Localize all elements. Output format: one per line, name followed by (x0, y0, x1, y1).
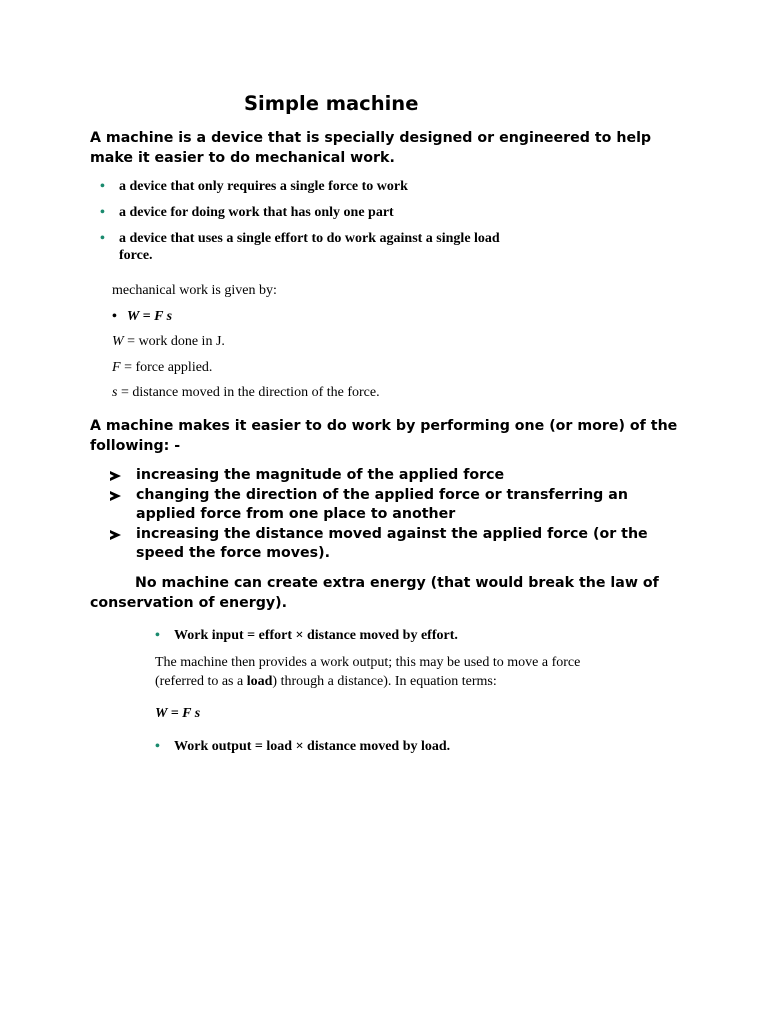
formula: W = F s (126, 308, 173, 324)
list-item: • a device for doing work that has only one part (100, 205, 394, 220)
list-item: • a device that uses a single effort to do work against a single load force. (100, 231, 500, 263)
ways-list (110, 466, 680, 564)
list-item: increasing the magnitude of the applied force (110, 466, 680, 486)
w-definition: W = work done in J. (112, 334, 225, 349)
bullet-icon: • (155, 739, 160, 754)
mechanical-work-lead: mechanical work is given by: (112, 283, 277, 298)
mechanical-work-block (112, 282, 380, 410)
arrow-bullet-icon (110, 471, 121, 481)
equation: W = F s (155, 706, 201, 721)
arrow-bullet-icon (110, 491, 121, 501)
f-definition: F = force applied. (112, 359, 213, 375)
list-item: increasing the distance moved against the applied force (or the speed the force moves). (110, 525, 680, 564)
page-title: Simple machine (244, 92, 419, 115)
definition-list (100, 178, 520, 264)
work-output-paragraph: The machine then provides a work output; this may be used to move a force (referred to as a load) through a distance). In equation terms: (155, 655, 581, 689)
work-input-item: • Work input = effort × distance moved by effort. (155, 628, 458, 643)
work-block (155, 626, 595, 756)
formula-line (112, 308, 380, 334)
list-item: changing the direction of the applied force or transferring an applied force from one place to another (110, 486, 680, 525)
bullet-icon: • (155, 628, 160, 643)
list-item: • a device that only requires a single force to work (100, 179, 408, 194)
bullet-icon: • (100, 179, 105, 194)
bullet-icon: • (100, 231, 105, 246)
intro-paragraph: A machine is a device that is specially designed or engineered to help make it easier to do mechanical work. (90, 130, 652, 166)
work-output-item: • Work output = load × distance moved by load. (155, 739, 451, 754)
no-machine-paragraph: No machine can create extra energy (that would break the law of conservation of energy). (90, 575, 659, 611)
arrow-bullet-icon (110, 530, 121, 540)
bullet-icon: • (112, 308, 117, 324)
bullet-icon: • (100, 205, 105, 220)
makes-easier-paragraph: A machine makes it easier to do work by performing one (or more) of the following: - (90, 418, 678, 454)
s-definition: s = distance moved in the direction of the force. (112, 385, 380, 400)
